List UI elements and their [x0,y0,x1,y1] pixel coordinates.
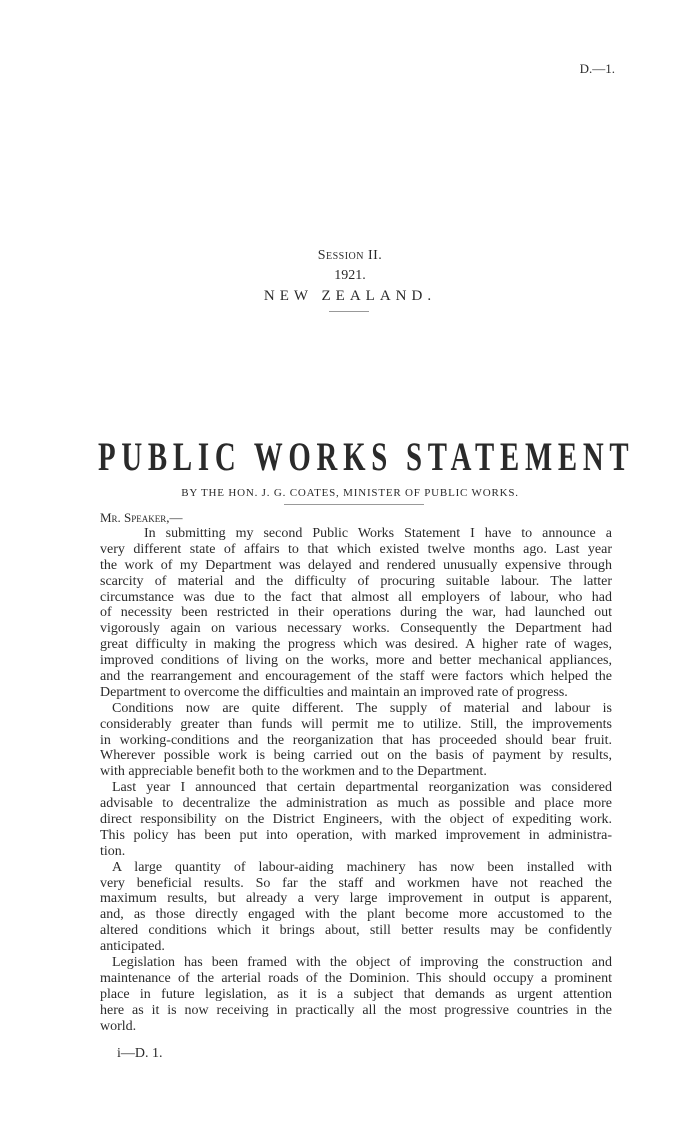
text-line: circumstance was due to the fact that almost all employers of labour, who had [100,589,612,605]
title-divider [284,504,424,505]
text-line: altered conditions which it brings about, still better results may be confidently [100,923,612,939]
document-subtitle: BY THE HON. J. G. COATES, MINISTER OF PUBLIC WORKS. [181,487,519,499]
text-line: advisable to decentralize the administration as much as possible and place more [100,796,612,812]
text-line: This policy has been put into operation, with marked improvement in administra- [100,827,612,843]
text-line: In submitting my second Public Works Statement I have to announce a [144,526,612,541]
text-line: considerably greater than funds will permit me to utilize. Still, the improvements [100,716,612,732]
statement-body [100,526,612,1035]
text-line: the work of my Department was delayed and rendered unusually expensive through [100,557,612,573]
text-line: Last year I announced that certain departmental reorganization was considered [112,780,612,796]
year-label: 1921. [334,268,366,283]
short-divider [329,311,369,312]
text-line: anticipated. [100,939,165,955]
text-line: great difficulty in making the progress which was desired. A higher rate of wages, [100,637,612,653]
text-line: tion. [100,843,126,859]
text-line: in working-conditions and the reorganization that has proceeded should bear fruit. [100,732,612,748]
paragraph [100,780,612,859]
text-line: Conditions now are quite different. The supply of material and labour is [112,700,612,716]
session-label: Session II. [317,248,383,263]
text-line: Department to overcome the difficulties and maintain an improved rate of progress. [100,684,568,700]
text-line: place in future legislation, as it is a subject that demands as urgent attention [100,986,612,1002]
paragraph [100,526,612,701]
text-line: Wherever possible work is being carried out on the basis of payment by results, [100,748,612,764]
text-line: scarcity of material and the difficulty of procuring suitable labour. The latter [100,573,612,589]
paragraph [100,701,612,780]
page-reference: D.—1. [579,61,615,76]
text-line: improved conditions of living on the works, more and better mechanical appliances, [100,653,612,669]
text-line: very beneficial results. So far the staff and workmen have not reached the [100,875,612,891]
text-line: world. [100,1018,137,1034]
text-line: Legislation has been framed with the object of improving the construction and [112,955,612,971]
document-title: PUBLIC WORKS STATEMENT [97,434,635,479]
text-line: vigorously again on various necessary works. Consequently the Department had [100,621,612,637]
text-line: with appreciable benefit both to the workmen and to the Department. [100,764,487,780]
text-line: and, as those directly engaged with the plant become more accustomed to the [100,907,612,923]
text-line: A large quantity of labour-aiding machinery has now been installed with [112,859,612,875]
paragraph [100,955,612,1034]
text-line: here as it is now receiving in practically all the most progressive countries in the [100,1002,612,1018]
text-line: maximum results, but already a very large improvement in output is apparent, [100,891,612,907]
text-line: maintenance of the arterial roads of the Dominion. This should occupy a prominent [100,970,612,986]
text-line: direct responsibility on the District Engineers, with the object of expediting work. [100,812,612,828]
text-line: very different state of affairs to that which existed twelve months ago. Last year [100,541,612,557]
text-line: and the rearrangement and encouragement of the staff were factors which helped the [100,669,612,685]
salutation: Mr. Speaker,— [100,510,183,525]
country-label: NEW ZEALAND. [263,288,437,304]
footer-signature: i—D. 1. [117,1046,163,1061]
text-line: of necessity been restricted in their operations during the war, had launched out [100,605,612,621]
paragraph [100,860,612,955]
